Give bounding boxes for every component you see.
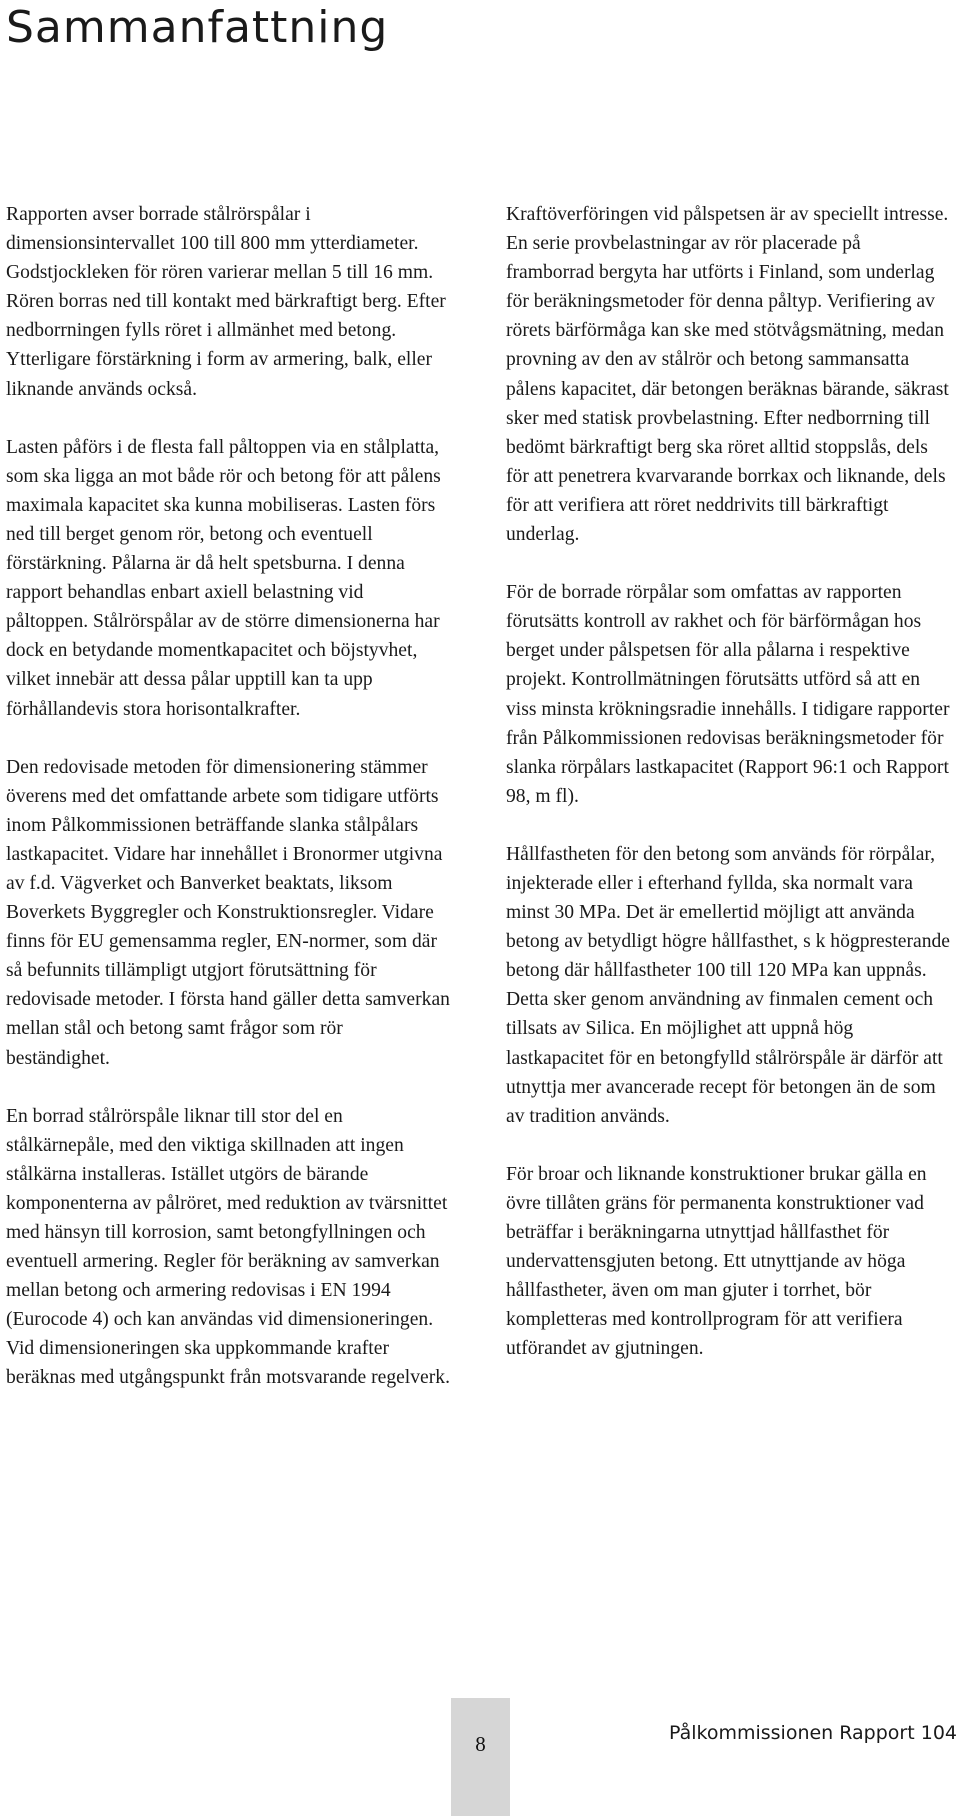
page-number-box: [451, 1698, 510, 1816]
right-column: [506, 200, 950, 1392]
footer-publication-title: Pålkommissionen Rapport 104: [668, 1722, 957, 1744]
left-column: [6, 200, 450, 1422]
paragraph: Lasten påförs i de flesta fall påltoppen via en stålplatta, som ska ligga an mot både rör och betong för att pålens maximala kapacitet ska kunna mobiliseras. Lasten förs ned till berget genom rör, betong och eventuell förstärkning. Pålarna är då helt spetsburna. I denna rapport behandlas enbart axiell belastning vid påltoppen. Stålrörspålar av de större dimensionerna har dock en betydande momentkapacitet och böjstyvhet, vilket innebär att dessa pålar upptill kan ta upp förhållandevis stora horisontalkrafter.: [6, 436, 441, 720]
paragraph: Kraftöverföringen vid pålspetsen är av speciellt intresse. En serie provbelastningar av rör placerade på framborrad bergyta har utförts i Finland, som underlag för beräkningsmetoder för denna påltyp. Verifiering av rörets bärförmåga kan ske med stötvågsmätning, medan provning av den av stålrör och betong sammansatta pålens kapacitet, där betongen beräknas bärande, säkrast sker med statisk provbelastning. Efter nedborrning till bedömt bärkraftigt berg ska röret alltid stoppslås, dels för att penetrera kvarvarande borrkax och liknande, dels för att verifiera att röret neddrivits till bärkraftigt underlag.: [506, 204, 949, 546]
page-title: Sammanfattning: [6, 2, 389, 53]
paragraph: En borrad stålrörspåle liknar till stor del en stålkärnepåle, med den viktiga skillnaden att ingen stålkärna installeras. Istället utgörs de bärande komponenterna av pålröret, med reduktion av tvärsnittet med hänsyn till korrosion, samt betongfyllningen och eventuell armering. Regler för beräkning av samverkan mellan betong och armering redovisas i EN 1994 (Eurocode 4) och kan användas vid dimensioneringen. Vid dimensioneringen ska uppkommande krafter beräknas med utgångspunkt från motsvarande regelverk.: [6, 1105, 450, 1389]
page-number: 8: [475, 1732, 486, 1756]
paragraph: För broar och liknande konstruktioner brukar gälla en övre tillåten gräns för permanenta konstruktioner vad beträffar i beräkningarna utnyttjad hållfasthet för undervattensgjuten betong. Ett utnyttjande av höga hållfastheter, även om man gjuter i torrhet, bör kompletteras med kontrollprogram för att verifiera utförandet av gjutningen.: [506, 1163, 927, 1360]
paragraph: Den redovisade metoden för dimensionering stämmer överens med det omfattande arbete som tidigare utförts inom Pålkommissionen beträffande slanka stålpålars lastkapacitet. Vidare har innehållet i Bronormer utgivna av f.d. Vägverket och Banverket beaktats, liksom Boverkets Byggregler och Konstruktionsregler. Vidare finns för EU gemensamma regler, EN-normer, som där så befunnits tillämpligt utgjort förutsättning för redovisade metoder. I första hand gäller detta samverkan mellan stål och betong samt frågor som rör beständighet.: [6, 756, 450, 1069]
paragraph: Hållfastheten för den betong som används för rörpålar, injekterade eller i efterhand fyllda, ska normalt vara minst 30 MPa. Det är emellertid möjligt att använda betong av betydligt högre hållfasthet, s k högpresterande betong där hållfastheter 100 till 120 MPa kan uppnås. Detta sker genom användning av finmalen cement och tillsats av Silica. En möjlighet att uppnå hög lastkapacitet för en betongfylld stålrörspåle är därför att utnyttja mer avancerade recept för betongen än de som av tradition används.: [506, 843, 950, 1127]
paragraph: Rapporten avser borrade stålrörspålar i dimensionsintervallet 100 till 800 mm ytterdiameter. Godstjockleken för rören varierar mellan 5 till 16 mm. Rören borras ned till kontakt med bärkraftigt berg. Efter nedborrningen fylls röret i allmänhet med betong. Ytterligare förstärkning i form av armering, balk, eller liknande används också.: [6, 204, 446, 400]
paragraph: För de borrade rörpålar som omfattas av rapporten förutsätts kontroll av rakhet och för bärförmågan hos berget under pålspetsen för alla pålarna i respektive projekt. Kontrollmätningen förutsätts utförd så att en viss minsta krökningsradie innehålls. I tidigare rapporter från Pålkommissionen redovisas beräkningsmetoder för slanka rörpålars lastkapacitet (Rapport 96:1 och Rapport 98, m fl).: [506, 582, 950, 807]
